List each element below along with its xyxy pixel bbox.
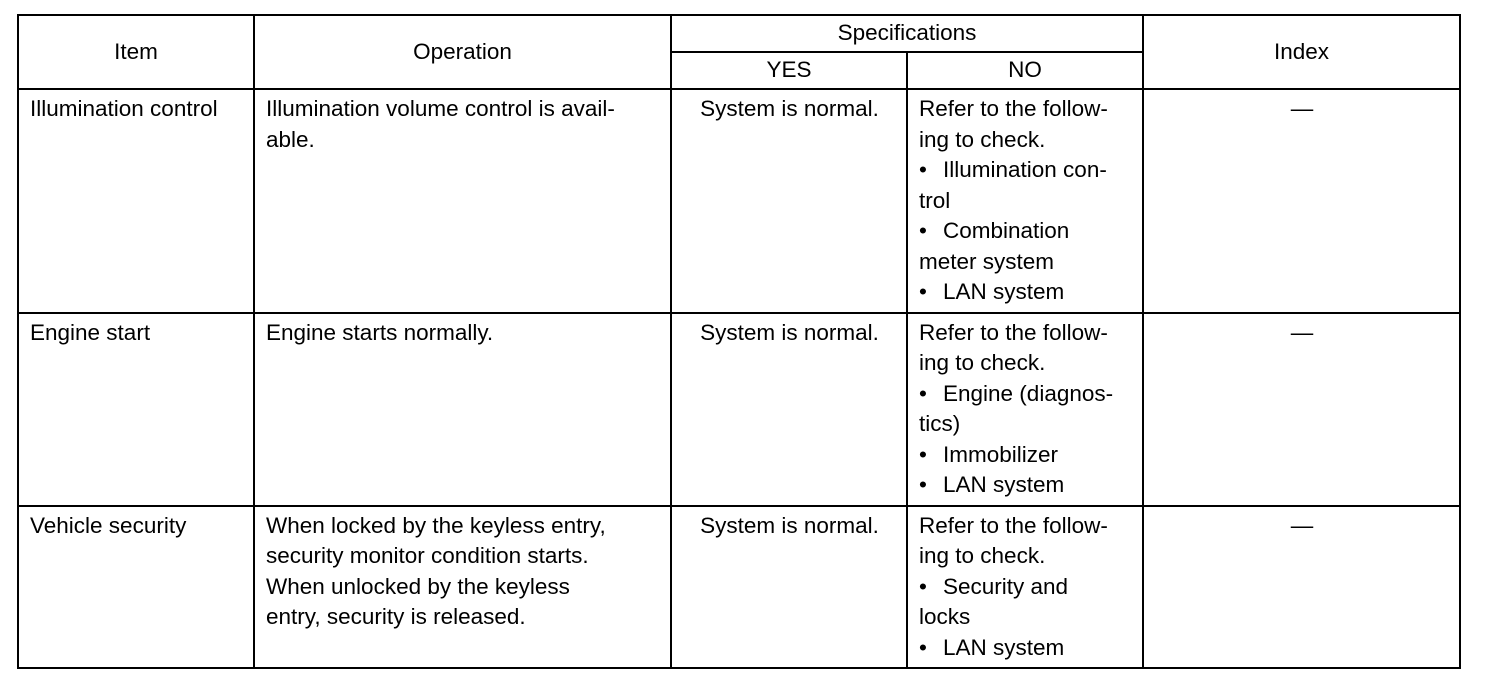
operation-cell bbox=[254, 313, 671, 506]
check-item-text: meter system bbox=[919, 248, 1055, 274]
table-row bbox=[18, 506, 1460, 669]
index-cell: — bbox=[1143, 506, 1460, 669]
header-yes: YES bbox=[671, 52, 907, 89]
bullet-icon: • bbox=[919, 218, 927, 243]
item-cell: Vehicle security bbox=[18, 506, 254, 669]
yes-cell: System is normal. bbox=[671, 313, 907, 506]
header-no: NO bbox=[907, 52, 1143, 89]
index-cell: — bbox=[1143, 89, 1460, 313]
bullet-icon: • bbox=[919, 380, 927, 406]
check-item-text: Engine (diagnos- bbox=[943, 380, 1114, 406]
check-item-text: LAN system bbox=[943, 472, 1065, 497]
check-item-text: trol bbox=[919, 187, 951, 213]
no-lead-line: ing to check. bbox=[919, 350, 1046, 375]
check-item bbox=[919, 440, 1132, 471]
check-item bbox=[919, 277, 1132, 308]
check-item-text: tics) bbox=[919, 411, 961, 436]
check-item-text: Immobilizer bbox=[943, 441, 1059, 467]
bullet-icon: • bbox=[919, 634, 927, 660]
specification-table bbox=[17, 14, 1461, 669]
check-list bbox=[919, 379, 1132, 501]
check-item-text: LAN system bbox=[943, 279, 1065, 304]
bullet-icon: • bbox=[919, 441, 927, 467]
index-cell: — bbox=[1143, 313, 1460, 506]
check-list bbox=[919, 155, 1132, 308]
no-cell bbox=[907, 313, 1143, 506]
header-item: Item bbox=[18, 15, 254, 89]
item-cell: Engine start bbox=[18, 313, 254, 506]
item-cell: Illumination control bbox=[18, 89, 254, 313]
bullet-icon: • bbox=[919, 573, 927, 599]
operation-line: When locked by the keyless entry, bbox=[266, 512, 606, 538]
operation-line: able. bbox=[266, 126, 315, 152]
table-row bbox=[18, 313, 1460, 506]
bullet-icon: • bbox=[919, 472, 927, 497]
check-item-text: Illumination con- bbox=[943, 157, 1107, 182]
operation-line: When unlocked by the keyless bbox=[266, 573, 570, 599]
check-item bbox=[919, 155, 1132, 216]
check-item-text: Security and bbox=[943, 573, 1069, 599]
operation-cell bbox=[254, 506, 671, 669]
check-list bbox=[919, 572, 1132, 664]
no-cell bbox=[907, 506, 1143, 669]
check-item bbox=[919, 216, 1132, 277]
header-index: Index bbox=[1143, 15, 1460, 89]
no-lead-line: Refer to the follow- bbox=[919, 512, 1108, 538]
no-lead-line: ing to check. bbox=[919, 126, 1046, 152]
table-row bbox=[18, 89, 1460, 313]
check-item bbox=[919, 572, 1132, 633]
check-item-text: locks bbox=[919, 604, 971, 629]
no-lead-line: Refer to the follow- bbox=[919, 96, 1108, 121]
yes-cell: System is normal. bbox=[671, 506, 907, 669]
check-item-text: LAN system bbox=[943, 634, 1065, 660]
operation-line: Illumination volume control is avail- bbox=[266, 96, 615, 121]
no-lead-line: Refer to the follow- bbox=[919, 319, 1108, 345]
bullet-icon: • bbox=[919, 279, 927, 304]
bullet-icon: • bbox=[919, 157, 927, 182]
header-operation: Operation bbox=[254, 15, 671, 89]
no-lead-line: ing to check. bbox=[919, 543, 1046, 568]
operation-line: security monitor condition starts. bbox=[266, 543, 589, 568]
operation-line: Engine starts normally. bbox=[266, 319, 494, 345]
header-specifications: Specifications bbox=[671, 15, 1143, 52]
operation-line: entry, security is released. bbox=[266, 604, 526, 629]
yes-cell: System is normal. bbox=[671, 89, 907, 313]
check-item bbox=[919, 379, 1132, 440]
operation-cell bbox=[254, 89, 671, 313]
check-item bbox=[919, 633, 1132, 664]
check-item bbox=[919, 470, 1132, 501]
check-item-text: Combination bbox=[943, 218, 1070, 243]
no-cell bbox=[907, 89, 1143, 313]
